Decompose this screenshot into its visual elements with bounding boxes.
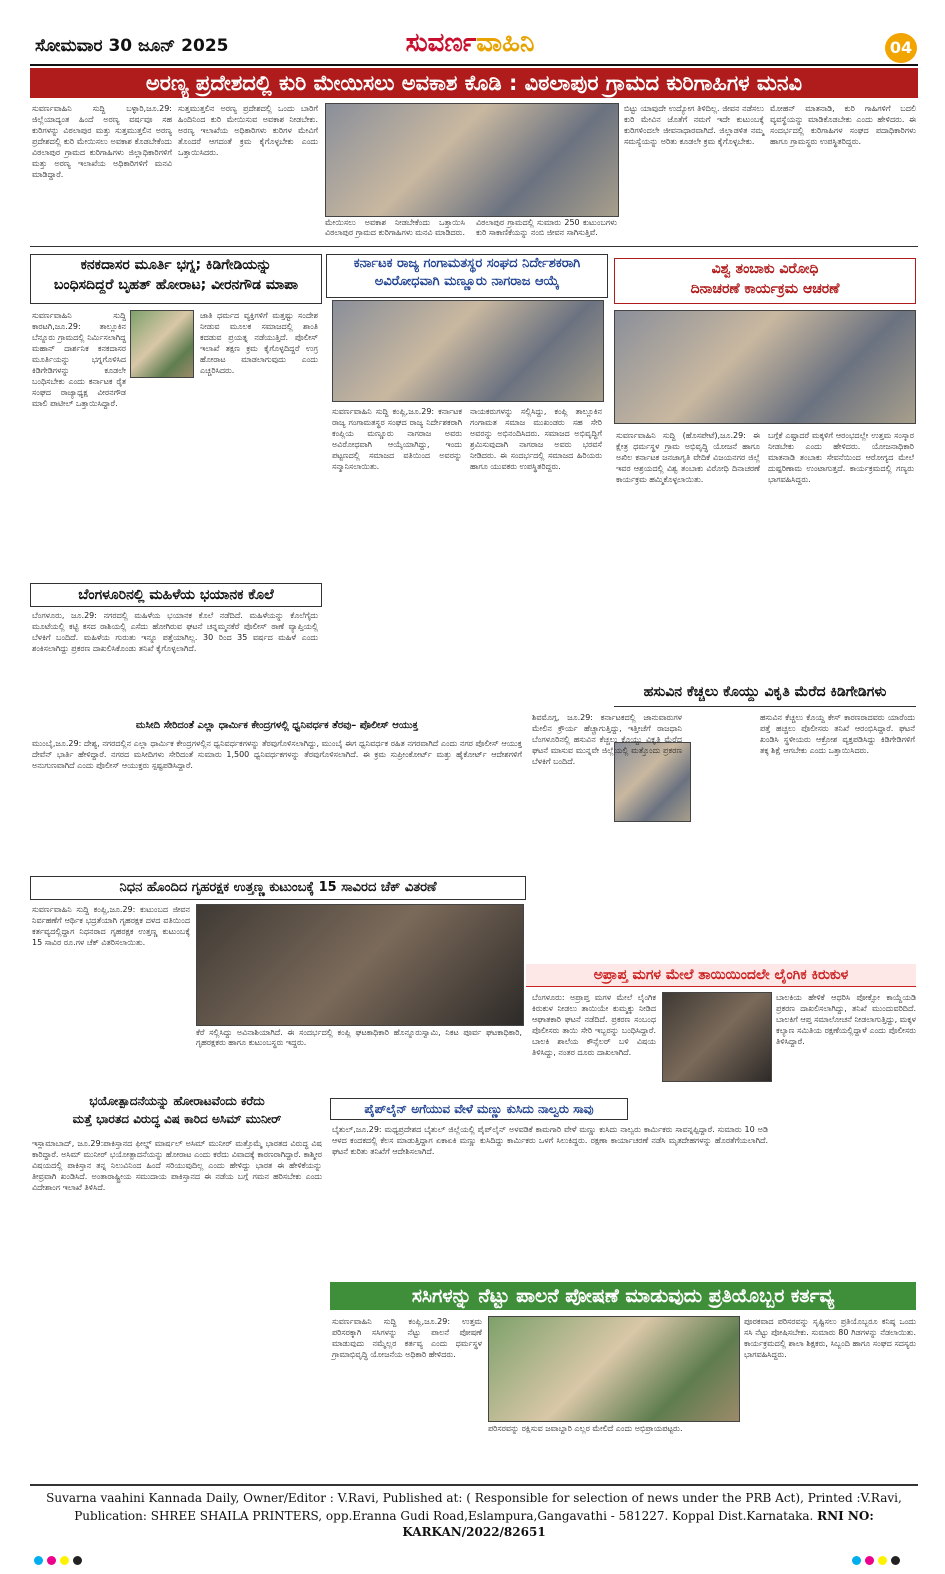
cow-headline-box	[614, 682, 916, 707]
lead-photo-caption-right: ವಿಠಲಾಪುರ ಗ್ರಾಮದಲ್ಲಿ ಸುಮಾರು 250 ಕುಟುಂಬಗಳು ಕುರಿ ಸಾಕಾಣಿಕೆಯನ್ನು ನಂಬಿ ಜೀವನ ಸಾಗಿಸುತ್ತಿವೆ.	[476, 218, 617, 237]
gangamatha-headline-2: ಅವಿರೋಧವಾಗಿ ಮಣ್ಣೂರು ನಾಗರಾಜ ಆಯ್ಕೆ	[374, 274, 560, 289]
registration-marks-left	[34, 1550, 94, 1562]
lead-photo-caption-left: ಮೇಯಿಸಲು ಅವಕಾಶ ನೀಡಬೇಕೆಂದು ಒತ್ತಾಯಿಸಿ ವಿಠಲಾಪುರ ಗ್ರಾಮದ ಕುರಿಗಾಹಿಗಳು ಮನವಿ ಮಾಡಿದರು.	[325, 218, 466, 237]
lead-column-4: ಮೋಹನ್ ಮಾತನಾಡಿ, ಕುರಿ ಗಾಹಿಗಳಿಗೆ ಬದಲಿ ವ್ಯವಸ್ಥೆಯನ್ನು ಮಾಡಿಕೊಡಬೇಕು ಎಂದು ಹೇಳಿದರು. ಈ ಸಂದರ್ಭದಲ್ಲಿ ಕುರಿಗಾಹಿಗಳ ಸಂಘದ ಪದಾಧಿಕಾರಿಗಳು ಹಾಗೂ ಗ್ರಾಮಸ್ಥರು ಉಪಸ್ಥಿತರಿದ್ದರು.	[770, 104, 916, 146]
pipeline-headline-box	[330, 1098, 628, 1120]
cheque-headline: ನಿಧನ ಹೊಂದಿದ ಗೃಹರಕ್ಷಕ ಉತ್ತಣ್ಣ ಕುಟುಂಬಕ್ಕೆ 15 ಸಾವಿರದ ಚೆಕ್ ವಿತರಣೆ	[119, 880, 437, 895]
bhayotpadane-headline-1: ಭಯೋತ್ಪಾದನೆಯನ್ನು ಹೋರಾಟವೆಂದು ಕರೆದು	[89, 1094, 265, 1108]
kanakadasa-headline-2: ಬಂಧಿಸದಿದ್ದರೆ ಬೃಹತ್ ಹೋರಾಟ; ವೀರನಗೌಡ ಮಾಪಾ	[53, 277, 299, 293]
abuse-photo	[662, 992, 772, 1082]
lead-column-2: ಸುತ್ತಮುತ್ತಲಿನ ಅರಣ್ಯ ಪ್ರದೇಶದಲ್ಲಿ ಒಂದು ಬಾರಿಗೆ ಹಿಂದಿನಿಂದ ಕುರಿ ಮೇಯಿಸುವ ಅವಕಾಶ ನೀಡಬೇಕು. ಅರಣ್ಯ ಇಲಾಖೆಯ ಅಧಿಕಾರಿಗಳು ಕುರಿಗಳ ಮೇವಿಗೆ ತೊಂದರೆ ಆಗದಂತೆ ಕ್ರಮ ಕೈಗೊಳ್ಳಬೇಕು ಎಂದು ಒತ್ತಾಯಿಸಿದರು.	[178, 104, 318, 157]
sapling-headline: ಸಸಿಗಳನ್ನು ನೆಟ್ಟು ಪಾಲನೆ ಪೋಷಣೆ ಮಾಡುವುದು ಪ್ರತಿಯೊಬ್ಬರ ಕರ್ತವ್ಯ	[330, 1282, 916, 1310]
kanakadasa-column-1: ಸುವರ್ಣವಾಹಿನಿ ಸುದ್ದಿ ಕಾರಟಗಿ,ಜೂ.29: ತಾಲ್ಲೂಕಿನ ಬೆನ್ನೂರು ಗ್ರಾಮದಲ್ಲಿ ನಿರ್ಮಿಸಲಾಗಿದ್ದ ಮಹಾನ್ ದಾರ್ಶನಿಕ ಕನಕದಾಸರ ಮೂರ್ತಿಯನ್ನು ಭಗ್ನಗೊಳಿಸಿದ ಕಿಡಿಗೇಡಿಗಳನ್ನು ಕೂಡಲೇ ಬಂಧಿಸಬೇಕು ಎಂದು ಕರ್ನಾಟಕ ರೈತ ಸಂಘದ ರಾಜ್ಯಾಧ್ಯಕ್ಷ ವೀರನಗೌಡ ಮಾಲಿ ಪಾಟೀಲ್ ಒತ್ತಾಯಿಸಿದ್ದಾರೆ.	[32, 311, 126, 408]
sapling-column-2: ಪೂರಕವಾದ ಪರಿಸರವನ್ನು ಸೃಷ್ಟಿಸಲು ಪ್ರತಿಯೊಬ್ಬರೂ ಕನಿಷ್ಠ ಒಂದು ಸಸಿ ನೆಟ್ಟು ಪೋಷಿಸಬೇಕು. ಸುಮಾರು 80 ಗಿಡಗಳನ್ನು ನೆಡಲಾಯಿತು. ಕಾರ್ಯಕ್ರಮದಲ್ಲಿ ಶಾಲಾ ಶಿಕ್ಷಕರು, ಸಿಬ್ಬಂದಿ ಹಾಗೂ ಸಂಘದ ಸದಸ್ಯರು ಭಾಗವಹಿಸಿದ್ದರು.	[744, 1317, 916, 1359]
masthead-logo	[340, 28, 600, 64]
cow-headline: ಹಸುವಿನ ಕೆಚ್ಚಲು ಕೊಯ್ದು ವಿಕೃತಿ ಮೆರೆದ ಕಿಡಿಗೇಡಿಗಳು	[643, 684, 887, 700]
abuse-headline: ಅಪ್ರಾಪ್ತ ಮಗಳ ಮೇಲೆ ತಾಯಿಯಿಂದಲೇ ಲೈಂಗಿಕ ಕಿರುಕುಳ	[526, 964, 916, 987]
cheque-column-1: ಸುವರ್ಣವಾಹಿನಿ ಸುದ್ದಿ ಕಂಪ್ಲಿ,ಜೂ.29: ಕುಟುಂಬದ ಜೀವನ ನಿರ್ವಹಣೆಗೆ ಆರ್ಥಿಕ ಭದ್ರತೆಯಾಗಿ ಗೃಹರಕ್ಷಕ ದಳದ ವತಿಯಿಂದ ಕರ್ತವ್ಯದಲ್ಲಿದ್ದಾಗ ನಿಧನರಾದ ಗೃಹರಕ್ಷಕ ಉತ್ತಣ್ಣ ಕುಟುಂಬಕ್ಕೆ 15 ಸಾವಿರ ರೂ.ಗಳ ಚೆಕ್ ವಿತರಿಸಲಾಯಿತು.	[32, 905, 190, 947]
tobacco-column-1: ಸುವರ್ಣವಾಹಿನಿ ಸುದ್ದಿ (ಹೊಸಪೇಟೆ),ಜೂ.29: ಈ ಕ್ಷೇತ್ರ ಧರ್ಮಸ್ಥಳ ಗ್ರಾಮ ಅಭಿವೃದ್ಧಿ ಯೋಜನೆ ಹಾಗೂ ಅಖಿಲ ಕರ್ನಾಟಕ ಜನಜಾಗೃತಿ ವೇದಿಕೆ ವಿಜಯನಗರ ಜಿಲ್ಲೆ ಇವರ ಆಶ್ರಯದಲ್ಲಿ ವಿಶ್ವ ತಂಬಾಕು ವಿರೋಧಿ ದಿನಾಚರಣೆ ಕಾರ್ಯಕ್ರಮ ಹಮ್ಮಿಕೊಳ್ಳಲಾಯಿತು.	[616, 431, 760, 484]
cheque-headline-box	[30, 876, 526, 900]
page-number: 04	[885, 33, 917, 63]
gangamatha-column-1: ಸುವರ್ಣವಾಹಿನಿ ಸುದ್ದಿ ಕಂಪ್ಲಿ,ಜೂ.29: ಕರ್ನಾಟಕ ರಾಜ್ಯ ಗಂಗಾಮತಸ್ಥರ ಸಂಘದ ರಾಜ್ಯ ನಿರ್ದೇಶಕರಾಗಿ ಕಂಪ್ಲಿಯ ಮಣ್ಣೂರು ನಾಗರಾಜ ಅವರು ಅವಿರೋಧವಾಗಿ ಆಯ್ಕೆಯಾಗಿದ್ದು, ಇಂದು ಪಟ್ಟಣದಲ್ಲಿ ಸಮಾಜದ ವತಿಯಿಂದ ಅವರನ್ನು ಸನ್ಮಾನಿಸಲಾಯಿತು.	[332, 407, 462, 471]
kanakadasa-headline-1: ಕನಕದಾಸರ ಮೂರ್ತಿ ಭಗ್ನ; ಕಿಡಿಗೇಡಿಯನ್ನು	[80, 257, 272, 273]
lead-photo	[325, 103, 619, 217]
lead-headline: ಅರಣ್ಯ ಪ್ರದೇಶದಲ್ಲಿ ಕುರಿ ಮೇಯಿಸಲು ಅವಕಾಶ ಕೊಡಿ : ವಿಠಲಾಪುರ ಗ್ರಾಮದ ಕುರಿಗಾಹಿಗಳ ಮನವಿ	[30, 68, 918, 98]
masidi-headline: ಮಸೀದಿ ಸೇರಿದಂತೆ ಎಲ್ಲಾ ಧಾರ್ಮಿಕ ಕೇಂದ್ರಗಳಲ್ಲಿ ಧ್ವನಿವರ್ಧಕ ತೆರವು– ಪೊಲೀಸ್ ಆಯುಕ್ತ	[135, 720, 419, 731]
masthead-part-a: ಸುವರ್ಣ	[405, 28, 477, 58]
cow-column-1: ಶಿವಮೊಗ್ಗ, ಜೂ.29: ಕರ್ನಾಟಕದಲ್ಲಿ ಜಾನುವಾರುಗಳ ಮೇಲಿನ ಕ್ರೌರ್ಯ ಹೆಚ್ಚಾಗುತ್ತಿದ್ದು, ಇತ್ತೀಚೆಗೆ ರಾಜಧಾನಿ ಬೆಂಗಳೂರಿನಲ್ಲಿ ಹಸುವಿನ ಕೆಚ್ಚಲು ಕೊಯ್ದು ವಿಕೃತಿ ಮೆರೆದ ಘಟನೆ ಮಾಸುವ ಮುನ್ನವೇ ಜಿಲ್ಲೆಯಲ್ಲಿ ಮತ್ತೊಂದು ಪ್ರಕರಣ ಬೆಳಕಿಗೆ ಬಂದಿದೆ.	[532, 713, 682, 766]
header-rule	[30, 64, 918, 66]
gangamatha-column-2: ನಾಯಕರುಗಳನ್ನು ಸಲ್ಲಿಸಿದ್ದು, ಕಂಪ್ಲಿ ತಾಲ್ಲೂಕಿನ ಗಂಗಾಮತ ಸಮಾಜ ಮುಖಂಡರು ಸಹ ಸೇರಿ ಅವರನ್ನು ಅಭಿನಂದಿಸಿದರು. ಸಮಾಜದ ಅಭಿವೃದ್ಧಿಗೆ ಶ್ರಮಿಸುವುದಾಗಿ ನಾಗರಾಜ ಅವರು ಭರವಸೆ ನೀಡಿದರು. ಈ ಸಂದರ್ಭದಲ್ಲಿ ಸಮಾಜದ ಹಿರಿಯರು ಹಾಗೂ ಯುವಕರು ಉಪಸ್ಥಿತರಿದ್ದರು.	[470, 407, 602, 471]
kanakadasa-headline-box	[30, 254, 322, 304]
cow-column-2: ಹಸುವಿನ ಕೆಚ್ಚಲು ಕೊಯ್ದ ಕೇಸ್ ಕಾರಣರಾದವರು ಯಾರೆಂದು ಪತ್ತೆ ಹಚ್ಚಲು ಪೊಲೀಸರು ತನಿಖೆ ಆರಂಭಿಸಿದ್ದಾರೆ. ಘಟನೆ ಖಂಡಿಸಿ ಸ್ಥಳೀಯರು ಆಕ್ರೋಶ ವ್ಯಕ್ತಪಡಿಸಿದ್ದು ಕಿಡಿಗೇಡಿಗಳಿಗೆ ತಕ್ಕ ಶಿಕ್ಷೆ ಆಗಬೇಕು ಎಂದು ಒತ್ತಾಯಿಸಿದರು.	[760, 713, 915, 755]
footer-line-1: Suvarna vaahini Kannada Daily, Owner/Editor : V.Ravi, Published at: ( Responsible for selection of news under the PRB Act), Printed :V.Ravi,	[46, 1491, 902, 1505]
registration-marks-right	[852, 1550, 912, 1562]
sapling-photo	[488, 1316, 740, 1422]
bengaluru-headline-box	[30, 583, 322, 607]
section-divider	[30, 246, 918, 247]
sapling-photo-caption: ಪರಿಸರವನ್ನು ರಕ್ಷಿಸುವ ಜವಾಬ್ದಾರಿ ಎಲ್ಲರ ಮೇಲಿದೆ ಎಂದು ಅಭಿಪ್ರಾಯಪಟ್ಟರು.	[488, 1424, 683, 1433]
cheque-photo	[196, 904, 524, 1026]
bhayotpadane-headline-box	[32, 1092, 322, 1132]
masthead-part-b: ವಾಹಿನಿ	[476, 28, 535, 58]
gangamatha-headline-1: ಕರ್ನಾಟಕ ರಾಜ್ಯ ಗಂಗಾಮತಸ್ಥರ ಸಂಘದ ನಿರ್ದೇಶಕರಾಗಿ	[353, 256, 581, 271]
gangamatha-photo	[332, 300, 604, 402]
masidi-body: ಮುಂಬೈ,ಜೂ.29: ದೇಶ್ಯ, ನಗರದಲ್ಲಿನ ಎಲ್ಲಾ ಧಾರ್ಮಿಕ ಕೇಂದ್ರಗಳಲ್ಲಿನ ಧ್ವನಿವರ್ಧಕಗಳನ್ನು ತೆರವುಗೊಳಿಸಲಾಗಿದ್ದು, ಮುಂಬೈ ಈಗ ಧ್ವನಿವರ್ಧಕ ರಹಿತ ನಗರವಾಗಿದೆ ಎಂದು ನಗರ ಪೊಲೀಸ್ ಆಯುಕ್ತ ದೇವೆನ್ ಭಾರ್ತಿ ಹೇಳಿದ್ದಾರೆ. ನಗರದ ಮಸೀದಿಗಳು ಸೇರಿದಂತೆ ಸುಮಾರು 1,500 ಧ್ವನಿವರ್ಧಕಗಳನ್ನು ತೆರವುಗೊಳಿಸಲಾಗಿದೆ. ಈ ಕ್ರಮ ಸುಪ್ರೀಂಕೋರ್ಟ್ ಮತ್ತು ಹೈಕೋರ್ಟ್ ಆದೇಶಗಳಿಗೆ ಅನುಗುಣವಾಗಿದೆ ಎಂದು ಪೊಲೀಸ್ ಆಯುಕ್ತರು ಸ್ಪಷ್ಟಪಡಿಸಿದ್ದಾರೆ.	[32, 739, 522, 770]
tobacco-headline-1: ವಿಶ್ವ ತಂಬಾಕು ವಿರೋಧಿ	[711, 261, 819, 277]
kanakadasa-portrait	[130, 310, 194, 378]
footer-line-2-wrap	[30, 1508, 918, 1539]
lead-column-1: ಸುವರ್ಣವಾಹಿನಿ ಸುದ್ದಿ ಬಳ್ಳಾರಿ,ಜೂ.29: ಜಿಲ್ಲೆಯಾದ್ಯಂತ ಹಿಂದೆ ಅರಣ್ಯ ವರ್ಷವೂ ಸಹ ಕುರಿಗಳನ್ನು ವಿಠಲಾಪುರ ಮತ್ತು ಸುತ್ತಮುತ್ತಲಿನ ಅರಣ್ಯ ಪ್ರದೇಶದಲ್ಲಿ ಕುರಿ ಮೇಯಿಸಲು ಅವಕಾಶ ಕೊಡಬೇಕೆಂದು ವಿಠಲಾಪುರ ಗ್ರಾಮದ ಕುರಿಗಾಹಿಗಳು ಜಿಲ್ಲಾಧಿಕಾರಿಗಳಿಗೆ ಮತ್ತು ಅರಣ್ಯ ಇಲಾಖೆಯ ಅಧಿಕಾರಿಗಳಿಗೆ ಮನವಿ ಮಾಡಿದ್ದಾರೆ.	[32, 104, 172, 179]
pipeline-body: ಬೈತುಲ್,ಜೂ.29: ಮಧ್ಯಪ್ರದೇಶದ ಬೈತುಲ್ ಜಿಲ್ಲೆಯಲ್ಲಿ ಪೈಪ್‌ಲೈನ್ ಅಳವಡಿಕೆ ಕಾಮಗಾರಿ ವೇಳೆ ಮಣ್ಣು ಕುಸಿದು ನಾಲ್ವರು ಕಾರ್ಮಿಕರು ಸಾವನ್ನಪ್ಪಿದ್ದಾರೆ. ಸುಮಾರು 10 ಅಡಿ ಆಳದ ಕಂದಕದಲ್ಲಿ ಕೆಲಸ ಮಾಡುತ್ತಿದ್ದಾಗ ಏಕಾಏಕಿ ಮಣ್ಣು ಕುಸಿದಿದ್ದು ಕಾರ್ಮಿಕರು ಒಳಗೆ ಸಿಲುಕಿದ್ದರು. ರಕ್ಷಣಾ ಕಾರ್ಯಾಚರಣೆ ನಡೆಸಿ ಮೃತದೇಹಗಳನ್ನು ಹೊರತೆಗೆಯಲಾಗಿದೆ. ಘಟನೆ ಕುರಿತು ತನಿಖೆಗೆ ಆದೇಶಿಸಲಾಗಿದೆ.	[332, 1125, 768, 1156]
bengaluru-headline: ಬೆಂಗಳೂರಿನಲ್ಲಿ ಮಹಿಳೆಯ ಭಯಾನಕ ಕೊಲೆ	[78, 587, 274, 603]
gangamatha-headline-box	[326, 254, 608, 298]
kanakadasa-column-2: ಜಾತಿ ಧರ್ಮದ ವ್ಯಕ್ತಿಗಳಿಗೆ ಮತ್ತಷ್ಟು ಸಂದೇಶ ನೀಡುವ ಮೂಲಕ ಸಮಾಜದಲ್ಲಿ ಶಾಂತಿ ಕದಡುವ ಪ್ರಯತ್ನ ನಡೆಯುತ್ತಿದೆ. ಪೊಲೀಸ್ ಇಲಾಖೆ ತಕ್ಷಣ ಕ್ರಮ ಕೈಗೊಳ್ಳದಿದ್ದರೆ ಉಗ್ರ ಹೋರಾಟ ಮಾಡಲಾಗುವುದು ಎಂದು ಎಚ್ಚರಿಸಿದರು.	[200, 311, 318, 375]
tobacco-column-2: ಬಗ್ಗೆಕೆ ಎಷ್ಟಾದರೆ ಮಕ್ಕಳಿಗೆ ಆರಂಭದಲ್ಲೇ ಉತ್ತಮ ಸಂಸ್ಕಾರ ನೀಡಬೇಕು ಎಂದು ಹೇಳಿದರು. ಯೋಜನಾಧಿಕಾರಿ ಮಾತನಾಡಿ ತಂಬಾಕು ಸೇವನೆಯಿಂದ ಆರೋಗ್ಯದ ಮೇಲೆ ದುಷ್ಪರಿಣಾಮ ಉಂಟಾಗುತ್ತದೆ. ಕಾರ್ಯಕ್ರಮದಲ್ಲಿ ಗಣ್ಯರು ಭಾಗವಹಿಸಿದ್ದರು.	[768, 431, 914, 484]
issue-date: ಸೋಮವಾರ 30 ಜೂನ್ 2025	[35, 36, 229, 56]
bengaluru-body: ಬೆಂಗಳೂರು, ಜೂ.29: ನಗರದಲ್ಲಿ ಮಹಿಳೆಯ ಭಯಾನಕ ಕೊಲೆ ನಡೆದಿದೆ. ಮಹಿಳೆಯನ್ನು ಕೊಲೆಗೈದು ಮೂಟೆಯಲ್ಲಿ ಕಟ್ಟಿ ಕಸದ ರಾಶಿಯಲ್ಲಿ ಎಸೆದು ಹೋಗಿರುವ ಘಟನೆ ಚನ್ನಮ್ಮನಕೆರೆ ಪೊಲೀಸ್ ಠಾಣೆ ವ್ಯಾಪ್ತಿಯಲ್ಲಿ ಬೆಳಕಿಗೆ ಬಂದಿದೆ. ಮಹಿಳೆಯ ಗುರುತು ಇನ್ನೂ ಪತ್ತೆಯಾಗಿಲ್ಲ. 30 ರಿಂದ 35 ವರ್ಷದ ಮಹಿಳೆ ಎಂದು ಶಂಕಿಸಲಾಗಿದ್ದು ಪ್ರಕರಣ ದಾಖಲಿಸಿಕೊಂಡು ತನಿಖೆ ಕೈಗೊಳ್ಳಲಾಗಿದೆ.	[32, 611, 318, 653]
sapling-column-1: ಸುವರ್ಣವಾಹಿನಿ ಸುದ್ದಿ ಕಂಪ್ಲಿ,ಜೂ.29: ಉತ್ತಮ ಪರಿಸರಕ್ಕಾಗಿ ಸಸಿಗಳನ್ನು ನೆಟ್ಟು ಪಾಲನೆ ಪೋಷಣೆ ಮಾಡುವುದು ನಮ್ಮೆಲ್ಲರ ಕರ್ತವ್ಯ ಎಂದು ಧರ್ಮಸ್ಥಳ ಗ್ರಾಮಾಭಿವೃದ್ಧಿ ಯೋಜನೆಯ ಅಧಿಕಾರಿ ಹೇಳಿದರು.	[332, 1317, 482, 1359]
footer-rule	[30, 1484, 918, 1486]
cheque-photo-caption: ಕೆರೆ ಸಲ್ಲಿಸಿದ್ದು ಅವಿನಾಶಿಯಾಗಿದೆ. ಈ ಸಂದರ್ಭದಲ್ಲಿ ಕಂಪ್ಲಿ ಘಟಕಾಧಿಕಾರಿ ಹೊನ್ನೂರುಸ್ವಾಮಿ, ನಿಕಟ ಪೂರ್ವ ಘಟಕಾಧಿಕಾರಿ, ಗೃಹರಕ್ಷಕರು ಹಾಗೂ ಕುಟುಂಬಸ್ಥರು ಇದ್ದರು.	[196, 1028, 522, 1047]
tobacco-headline-box	[614, 258, 916, 304]
footer-rni: RNI NO: KARKAN/2022/82651	[402, 1509, 874, 1539]
abuse-column-2: ಬಾಲಕಿಯ ಹೇಳಿಕೆ ಆಧರಿಸಿ ಪೋಕ್ಸೋ ಕಾಯ್ದೆಯಡಿ ಪ್ರಕರಣ ದಾಖಲಿಸಲಾಗಿದ್ದು, ತನಿಖೆ ಮುಂದುವರಿದಿದೆ. ಬಾಲಕಿಗೆ ಆಪ್ತ ಸಮಾಲೋಚನೆ ನೀಡಲಾಗುತ್ತಿದ್ದು, ಮಕ್ಕಳ ಕಲ್ಯಾಣ ಸಮಿತಿಯ ರಕ್ಷಣೆಯಲ್ಲಿದ್ದಾಳೆ ಎಂದು ಪೊಲೀಸರು ತಿಳಿಸಿದ್ದಾರೆ.	[776, 993, 916, 1046]
tobacco-photo	[614, 310, 916, 424]
bhayotpadane-body: ಇಸ್ಲಾಮಾಬಾದ್, ಜೂ.29:ಪಾಕಿಸ್ತಾನದ ಫೀಲ್ಡ್ ಮಾರ್ಷಲ್ ಅಸಿಮ್ ಮುನೀರ್ ಮತ್ತೊಮ್ಮೆ ಭಾರತದ ವಿರುದ್ಧ ವಿಷ ಕಾರಿದ್ದಾರೆ. ಅಸಿಮ್ ಮುನೀರ್ ಭಯೋತ್ಪಾದನೆಯನ್ನು ಹೋರಾಟ ಎಂದು ಕರೆದು ವಿವಾದಕ್ಕೆ ಕಾರಣರಾಗಿದ್ದಾರೆ. ಕಾಶ್ಮೀರ ವಿಷಯದಲ್ಲಿ ಪಾಕಿಸ್ತಾನ ತನ್ನ ನಿಲುವಿನಿಂದ ಹಿಂದೆ ಸರಿಯುವುದಿಲ್ಲ ಎಂದು ಹೇಳಿದ್ದು ಭಾರತ ಈ ಹೇಳಿಕೆಯನ್ನು ತೀವ್ರವಾಗಿ ಖಂಡಿಸಿದೆ. ಅಂತಾರಾಷ್ಟ್ರೀಯ ಸಮುದಾಯ ಪಾಕಿಸ್ತಾನದ ಈ ನಡೆಯ ಬಗ್ಗೆ ಗಮನ ಹರಿಸಬೇಕು ಎಂದು ವಿದೇಶಾಂಗ ಇಲಾಖೆ ತಿಳಿಸಿದೆ.	[32, 1139, 322, 1192]
lead-column-3: ಬಿಟ್ಟು ಯಾವುದೇ ಉದ್ಯೋಗ ತಿಳಿದಿಲ್ಲ. ಜೀವನ ನಡೆಸಲು ಕುರಿ ಮೇವಿನ ಜೊತೆಗೆ ನಮಗೆ ಇದೇ ಕುಟುಂಬಕ್ಕೆ ಕುರಿಗಳಿಂದಲೇ ಜೀವನಾಧಾರವಾಗಿದೆ. ಜಿಲ್ಲಾಡಳಿತ ನಮ್ಮ ಸಮಸ್ಯೆಯನ್ನು ಅರಿತು ಕೂಡಲೇ ಕ್ರಮ ಕೈಗೊಳ್ಳಬೇಕು.	[624, 104, 764, 146]
tobacco-headline-2: ದಿನಾಚರಣೆ ಕಾರ್ಯಕ್ರಮ ಆಚರಣೆ	[690, 281, 840, 297]
footer-line-2: Publication: SHREE SHAILA PRINTERS, opp.Eranna Gudi Road,Eslampura,Gangavathi - 581227. Koppal Dist.Karnataka.	[74, 1509, 814, 1523]
bhayotpadane-headline-2: ಮತ್ತೆ ಭಾರತದ ವಿರುದ್ಧ ವಿಷ ಕಾರಿದ ಅಸಿಮ್ ಮುನೀರ್	[72, 1112, 282, 1126]
pipeline-headline: ಪೈಪ್‌ಲೈನ್ ಅಗೆಯುವ ವೇಳೆ ಮಣ್ಣು ಕುಸಿದು ನಾಲ್ವರು ಸಾವು	[364, 1102, 594, 1116]
abuse-column-1: ಬೆಂಗಳೂರು: ಅಪ್ರಾಪ್ತ ಮಗಳ ಮೇಲೆ ಲೈಂಗಿಕ ಕಿರುಕುಳ ನೀಡಲು ತಾಯಿಯೇ ಕುಮ್ಮಕ್ಕು ನೀಡಿದ ಆಘಾತಕಾರಿ ಘಟನೆ ನಡೆದಿದೆ. ಪ್ರಕರಣ ಸಂಬಂಧ ಪೊಲೀಸರು ತಾಯಿ ಸೇರಿ ಇಬ್ಬರನ್ನು ಬಂಧಿಸಿದ್ದಾರೆ. ಬಾಲಕಿ ಶಾಲೆಯ ಕೌನ್ಸೆಲರ್ ಬಳಿ ವಿಷಯ ತಿಳಿಸಿದ್ದು, ನಂತರ ದೂರು ದಾಖಲಾಗಿದೆ.	[532, 993, 656, 1057]
